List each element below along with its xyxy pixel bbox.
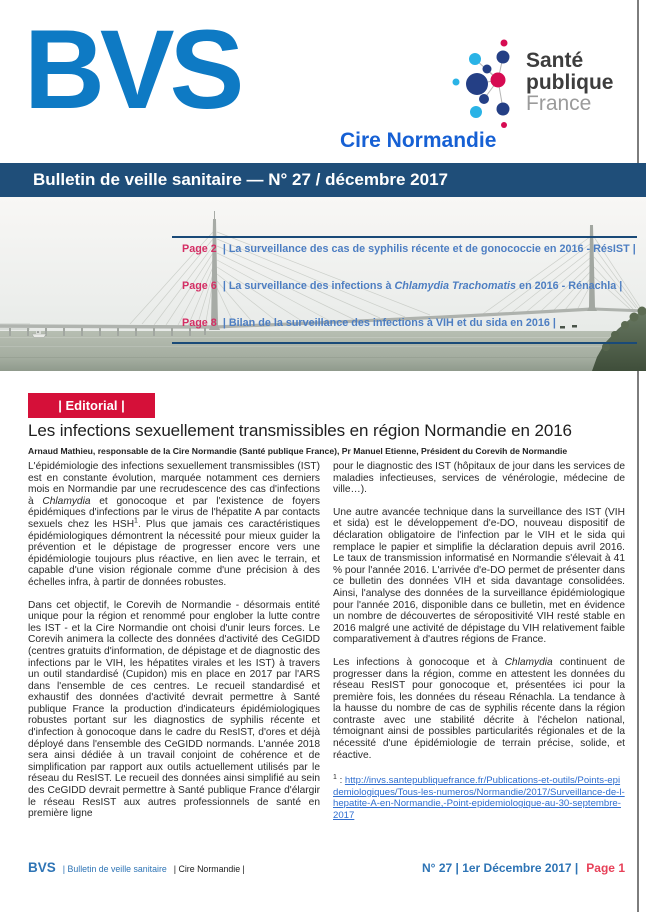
toc-item-page6[interactable] xyxy=(182,280,637,293)
toc-page-number: Page 6 xyxy=(182,280,217,292)
spf-dots-icon xyxy=(448,28,520,137)
page-border xyxy=(637,0,639,912)
text: pour le diagnostic des IST (hôpitaux de jour dans les services de maladies infectieuses, services de vénérologie, médecine de ville…). xyxy=(333,461,625,496)
paragraph xyxy=(333,657,625,761)
footnote-link[interactable]: http://invs.santepubliquefrance.fr/Publications-et-outils/Points-epidemiologiques/Tous-les-numeros/Normandie/2017/Surveillance-de-l-hepatite-A-en-Normandie,-Point-epidemiologique-au-30-septembre-2017 xyxy=(333,775,625,821)
article-title: Les infections sexuellement transmissibles en région Normandie en 2016 xyxy=(28,421,572,440)
toc-item-text: | La surveillance des infections à Chlamydia Trachomatis en 2016 - Rénachla | xyxy=(222,280,623,292)
toc-item-page8[interactable] xyxy=(182,317,637,330)
footer-issue-date: N° 27 | 1er Décembre 2017 | xyxy=(422,861,579,875)
bvs-logo: BVS xyxy=(24,7,240,132)
toc-item-text: | Bilan de la surveillance des infections à VIH et du sida en 2016 | xyxy=(222,317,556,329)
paragraph xyxy=(333,507,625,646)
table-of-contents xyxy=(172,236,637,344)
text: L'épidémiologie des infections sexuellement transmissibles (IST) est en constante évolution, marquée notamment ces derniers mois en Normandie par une recrudescence des cas d'infections à xyxy=(28,461,320,507)
footer-region-label: | Cire Normandie | xyxy=(173,864,245,874)
cire-normandie-label: Cire Normandie xyxy=(340,129,497,152)
toc-page-number: Page 2 xyxy=(182,243,217,255)
footer-bvs-label: BVS xyxy=(28,860,56,875)
page-footer xyxy=(28,860,625,875)
article-body xyxy=(28,461,625,831)
italic-text: Chlamydia xyxy=(504,656,553,668)
footer-left xyxy=(28,860,245,875)
banner xyxy=(0,163,646,197)
text: : xyxy=(336,775,345,787)
left-column xyxy=(28,461,320,831)
superscript: 1 xyxy=(134,517,138,525)
text: continuent de progresser dans la région, comme en attestent les données du réseau ResIST pour gonocoque et, présentées ici pour la première fois, les données du réseau Rénachla. La tendance à la hausse du nombre de cas de syphilis récente dans la région contraste avec une stabilité décrite à l'échelon national, témoignant ainsi de possibles particularités régionales et de la nécessité d'une épidémiologie de terrain précise, solide, et réactive. xyxy=(333,656,625,761)
footer-bulletin-label: | Bulletin de veille sanitaire xyxy=(62,864,167,874)
italic-text: Chlamydia xyxy=(42,495,91,507)
article-byline: Arnaud Mathieu, responsable de la Cire Normandie (Santé publique France), Pr Manuel Etienne, Président du Corevih de Normandie xyxy=(28,446,568,456)
paragraph xyxy=(28,600,320,820)
text: . Plus que jamais ces caractéristiques épidémiologiques démontrent la nécessité pour mieux guider la prévention et le dépistage de progresser encore vers une épidémiologie toujours plus réactive, en lien avec le terrain, et capable d'une vision régionale comme d'une précision à des échelles infra, à partir de données robustes. xyxy=(28,518,320,588)
footer-page-number: Page 1 xyxy=(586,861,625,875)
spf-logo-text: Santé publique France xyxy=(526,48,614,116)
editorial-tag: | Editorial | xyxy=(28,393,155,418)
banner-title: Bulletin de veille sanitaire — N° 27 / décembre 2017 xyxy=(33,170,448,189)
superscript: 1 xyxy=(333,774,337,782)
paragraph xyxy=(28,461,320,589)
bridge-photo xyxy=(0,197,646,371)
text: Dans cet objectif, le Corevih de Normandie - désormais entité unique pour la région et renommé pour englober la lutte contre les IST - et la Cire Normandie ont choisi d'unir leurs forces. Le Corevih animera la collecte des données d'activité des CeGIDD (centres gratuits d'information, de dépistage et de diagnostic des infections par le VIH, les hépatites virales et les IST) à travers un outil standardisé (Cupidon) mis en place en 2017 par l'ARS dans l'ensemble de ces centres. Le recueil standardisé et exhaustif des données d'activité devrait permettre à Santé publique France la production d'indicateurs épidémiologiques robustes portant sur les diagnostics de syphilis récente et d'infection à gonocoque dans le cadre du ResIST, d'ores et déjà déployé dans l'ensemble des CeGIDD normands. L'année 2018 sera ainsi dédiée à un travail conjoint de cohérence et de simplification par rapport aux outils actuellement utilisés par le réseau du ResIST. Le recueil des données ainsi simplifié au sein des CeGIDD devrait permettre à Santé publique France d'élargir le réseau ResIST aux autres professionnels de santé en première ligne xyxy=(28,599,320,820)
toc-item-text: | La surveillance des cas de syphilis récente et de gonococcie en 2016 - RésIST | xyxy=(222,243,636,255)
text: et gonocoque et par l'existence de foyers épidémiques d'infections par le virus de l'hépatite A par contacts sexuels chez les HSH xyxy=(28,495,320,530)
text: Les infections à gonocoque et à xyxy=(333,656,505,668)
footer-right xyxy=(422,861,625,875)
footnote xyxy=(333,775,625,821)
sante-publique-france-logo xyxy=(448,28,614,137)
toc-item-page2[interactable] xyxy=(182,243,637,256)
toc-page-number: Page 8 xyxy=(182,317,217,329)
paragraph xyxy=(333,461,625,496)
right-column xyxy=(333,461,625,831)
text: Une autre avancée technique dans la surveillance des IST (VIH et sida) est le développement d'e-DO, nouveau dispositif de déclaration obligatoire de l'infection par le VIH et le sida qui remplace le papier et simplifie la déclaration depuis avril 2016. Le taux de transmission informatisé en Normandie s'élevait à 41 % pour l'année 2016. L'arrivée d'e-DO permet de présenter dans ce bulletin des données VIH et sida davantage consolidées. Ainsi, l'analyse des données de la surveillance épidémiologique pour l'année 2016, disponible dans ce bulletin, met en évidence un nombre de découvertes de séropositivité VIH resté stable en 2016 malgré une activité de dépistage du VIH relativement faible comparativement à d'autres régions de France. xyxy=(333,506,625,646)
